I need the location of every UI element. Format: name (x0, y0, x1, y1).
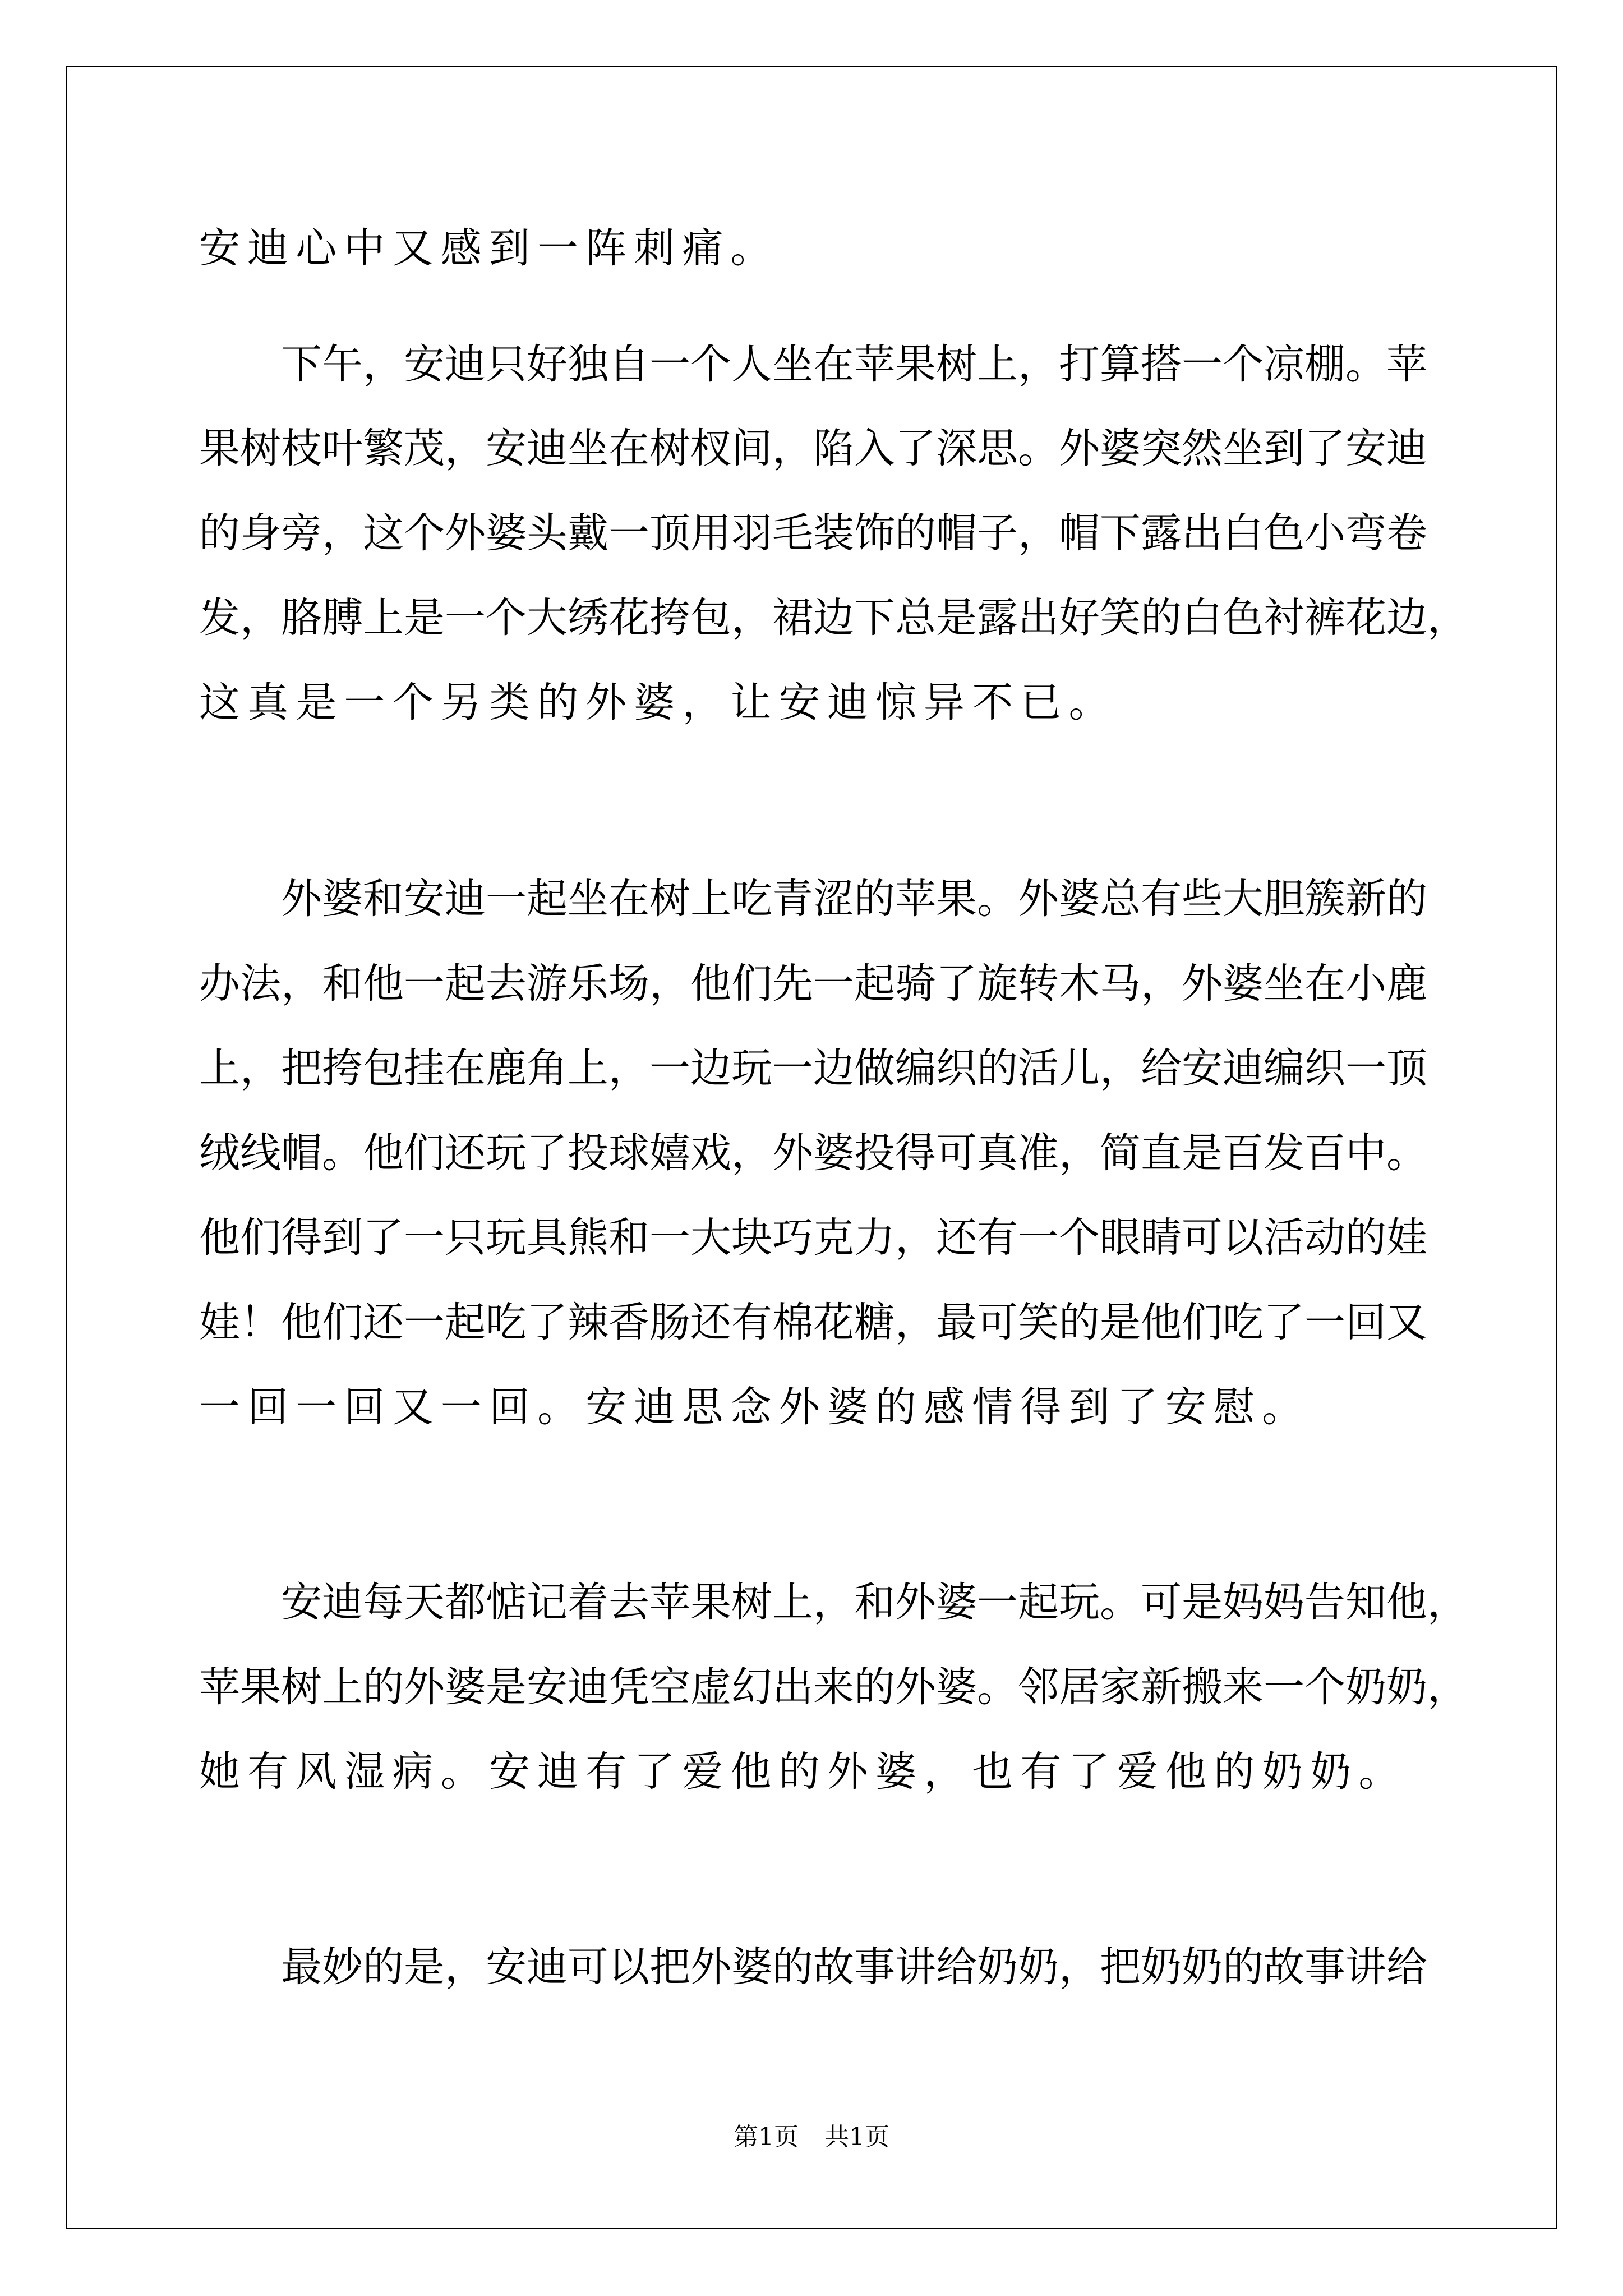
text-line: 下 午 ， 安 迪 只 好 独 自 一 个 人 坐 在 苹 果 树 上 ， 打 算 搭 一 个 凉 棚 。 苹 (281, 341, 1427, 388)
page-number: 第1页 (734, 2123, 799, 2151)
text-line: 上 ， 把 挎 包 挂 在 鹿 角 上 ， 一 边 玩 一 边 做 编 织 的 活 儿 ， 给 安 迪 编 织 一 顶 (199, 1045, 1427, 1092)
text-line: 安迪心中又感到一阵刺痛。 (199, 224, 779, 272)
page-footer (0, 2120, 1623, 2154)
text-line: 办 法 ， 和 他 一 起 去 游 乐 场 ， 他 们 先 一 起 骑 了 旋 转 木 马 ， 外 婆 坐 在 小 鹿 (199, 960, 1427, 1007)
text-line: 发 ， 胳 膊 上 是 一 个 大 绣 花 挎 包 ， 裙 边 下 总 是 露 出 好 笑 的 白 色 衬 裤 花 边 ， (199, 594, 1468, 642)
text-line: 最 妙 的 是 ， 安 迪 可 以 把 外 婆 的 故 事 讲 给 奶 奶 ， 把 奶 奶 的 故 事 讲 给 (281, 1943, 1427, 1991)
text-line: 他 们 得 到 了 一 只 玩 具 熊 和 一 大 块 巧 克 力 ， 还 有 一 个 眼 睛 可 以 活 动 的 娃 (199, 1214, 1427, 1262)
text-line: 外 婆 和 安 迪 一 起 坐 在 树 上 吃 青 涩 的 苹 果 。 外 婆 总 有 些 大 胆 簇 新 的 (281, 875, 1427, 923)
page-count: 共1页 (824, 2123, 889, 2151)
text-line: 绒 线 帽 。 他 们 还 玩 了 投 球 嬉 戏 ， 外 婆 投 得 可 真 准 ， 简 直 是 百 发 百 中 。 (199, 1129, 1427, 1177)
text-line: 果 树 枝 叶 繁 茂 ， 安 迪 坐 在 树 杈 间 ， 陷 入 了 深 思 。 外 婆 突 然 坐 到 了 安 迪 (199, 425, 1427, 472)
text-line: 她有风湿病。安迪有了爱他的外婆，也有了爱他的奶奶。 (199, 1748, 1407, 1796)
text-line: 一回一回又一回。安迪思念外婆的感情得到了安慰。 (199, 1383, 1311, 1431)
text-line: 的 身 旁 ， 这 个 外 婆 头 戴 一 顶 用 羽 毛 装 饰 的 帽 子 ， 帽 下 露 出 白 色 小 弯 卷 (199, 509, 1427, 557)
text-line: 娃 ！ 他 们 还 一 起 吃 了 辣 香 肠 还 有 棉 花 糖 ， 最 可 笑 的 是 他 们 吃 了 一 回 又 (199, 1299, 1427, 1346)
text-line: 这真是一个另类的外婆，让安迪惊异不已。 (199, 679, 1117, 726)
text-line: 苹 果 树 上 的 外 婆 是 安 迪 凭 空 虚 幻 出 来 的 外 婆 。 邻 居 家 新 搬 来 一 个 奶 奶 ， (199, 1663, 1468, 1711)
text-line: 安 迪 每 天 都 惦 记 着 去 苹 果 树 上 ， 和 外 婆 一 起 玩 。 可 是 妈 妈 告 知 他 ， (281, 1579, 1468, 1626)
